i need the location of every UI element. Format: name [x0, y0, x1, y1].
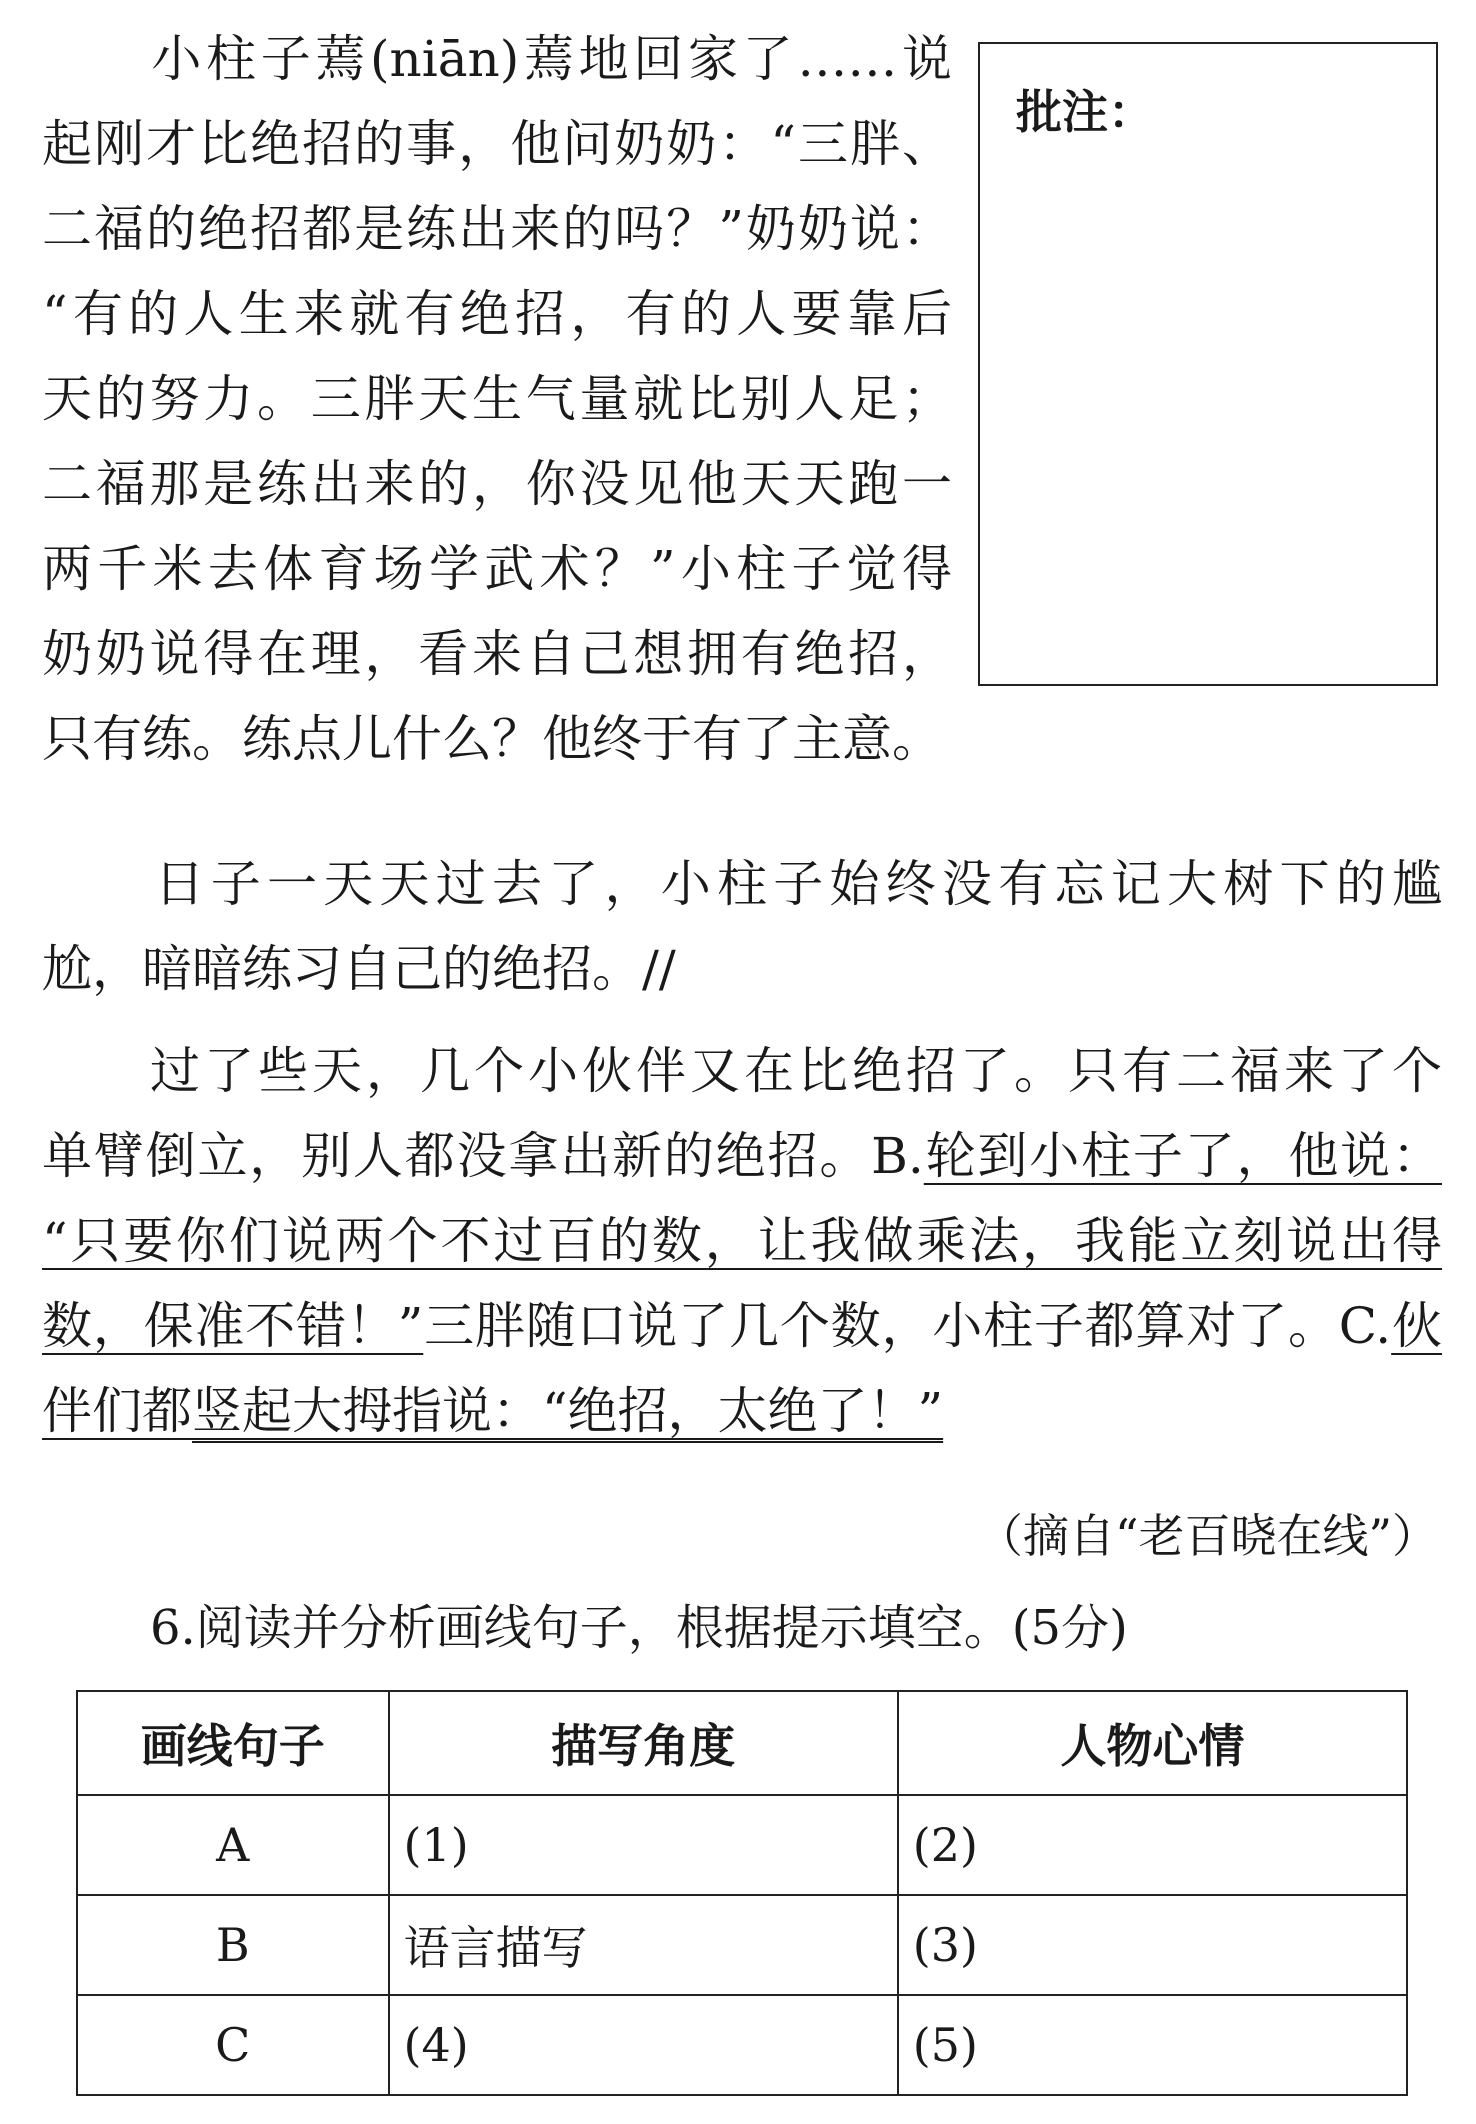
table-row: [77, 1795, 1407, 1895]
table-row: [77, 1895, 1407, 1995]
table-header: 描写角度: [389, 1691, 898, 1795]
table-cell: 语言描写: [389, 1895, 898, 1995]
passage-line: “有的人生来就有绝招，有的人要靠后: [42, 285, 952, 343]
passage-line: [42, 1210, 1442, 1272]
table-cell: B: [77, 1895, 389, 1995]
passage-line: [42, 1125, 1442, 1187]
answer-blank[interactable]: (1): [389, 1795, 898, 1895]
answer-blank[interactable]: (5): [898, 1995, 1407, 2095]
passage-line: 过了些天，几个小伙伴又在比绝招了。只有二福来了个: [42, 1042, 1442, 1100]
passage-line: [42, 1380, 943, 1442]
passage-line: 二福那是练出来的，你没见他天天跑一: [42, 455, 952, 513]
passage-text: 单臂倒立，别人都没拿出新的绝招。B.: [42, 1127, 924, 1185]
passage-line: 两千米去体育场学武术？”小柱子觉得: [42, 540, 952, 598]
annotation-box[interactable]: [978, 42, 1438, 686]
table-row: [77, 1995, 1407, 2095]
annotation-label: 批注：: [1016, 85, 1154, 139]
passage-line: 只有练。练点儿什么？他终于有了主意。: [42, 710, 942, 768]
answer-table: [76, 1690, 1408, 2096]
underlined-sentence-b: “只要你们说两个不过百的数，让我做乘法，我能立刻说出得: [42, 1212, 1442, 1270]
passage-line: 二福的绝招都是练出来的吗？”奶奶说：: [42, 200, 952, 258]
table-header: 画线句子: [77, 1691, 389, 1795]
answer-blank[interactable]: (4): [389, 1995, 898, 2095]
question-6: 6.阅读并分析画线句子，根据提示填空。(5分): [150, 1600, 1128, 1656]
answer-blank[interactable]: (3): [898, 1895, 1407, 1995]
table-header: 人物心情: [898, 1691, 1407, 1795]
table-cell: A: [77, 1795, 389, 1895]
underlined-sentence-b: 数，保准不错！”: [42, 1297, 424, 1355]
passage-line: 天的努力。三胖天生气量就比别人足；: [42, 370, 952, 428]
underlined-sentence-c: 伙: [1391, 1297, 1443, 1355]
underlined-sentence-b: 轮到小柱子了，他说：: [923, 1127, 1442, 1185]
source-citation: （摘自“老百晓在线”）: [976, 1509, 1438, 1563]
underlined-sentence-c: 伴们都: [42, 1382, 192, 1440]
passage-line: 尬，暗暗练习自己的绝招。//: [42, 940, 676, 998]
passage-line: [42, 1295, 1442, 1357]
underlined-sentence-c: 竖起大拇指说：“绝招，太绝了！”: [192, 1382, 944, 1440]
passage-line: 奶奶说得在理，看来自己想拥有绝招，: [42, 625, 952, 683]
table-header-row: [77, 1691, 1407, 1795]
passage-line: 起刚才比绝招的事，他问奶奶：“三胖、: [42, 115, 952, 173]
passage-text: 三胖随口说了几个数，小柱子都算对了。C.: [423, 1297, 1392, 1355]
answer-blank[interactable]: (2): [898, 1795, 1407, 1895]
passage-line: 小柱子蔫(niān)蔫地回家了……说: [42, 30, 952, 88]
passage-line: 日子一天天过去了，小柱子始终没有忘记大树下的尴: [42, 855, 1442, 913]
table-cell: C: [77, 1995, 389, 2095]
